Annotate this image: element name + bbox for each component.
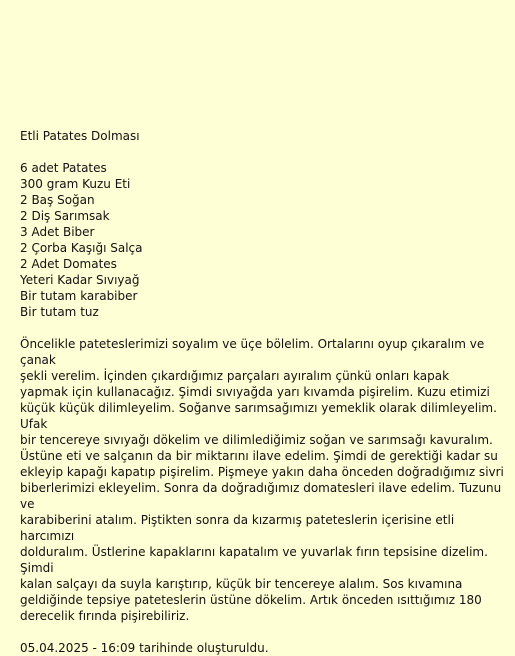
instruction-line: yapmak için kullanacağız. Şimdi sıvıyağda yarı kıvamda pişirelim. Kuzu etimizi [20,385,490,399]
instruction-line: geldiğinde tepsiye pateteslerin üstüne dökelim. Artık önceden ısıttığımız 180 [20,593,482,607]
ingredient-item: Yeteri Kadar Sıvıyağ [20,273,140,287]
instruction-line: karabiberini atalım. Piştikten sonra da kızarmış pateteslerin içerisine etli harcımızı [20,513,455,543]
instruction-line: şekli verelim. İçinden çıkardığımız parçaları ayıralım çünkü onları kapak [20,369,450,383]
ingredient-item: 2 Diş Sarımsak [20,209,110,223]
created-timestamp: 05.04.2025 - 16:09 tarihinde oluşturuldu. [20,641,269,655]
ingredient-item: 300 gram Kuzu Eti [20,177,131,191]
ingredient-item: 3 Adet Biber [20,225,95,239]
instruction-line: Üstüne eti ve salçanın da bir miktarını ilave edelim. Şimdi de gerektiği kadar su [20,449,498,463]
instruction-line: biberlerimizi ekleyelim. Sonra da doğradığımız domatesleri ilave edelim. Tuzunu ve [20,481,502,511]
recipe-title: Etli Patates Dolması [20,129,140,143]
ingredient-item: Bir tutam karabiber [20,289,138,303]
instruction-line: dolduralım. Üstlerine kapaklarını kapatalım ve yuvarlak fırın tepsisine dizelim. Şimdi [20,545,488,575]
instruction-line: ekleyip kapağı kapatıp pişirelim. Pişmeye yakın daha önceden doğradığımız sivri [20,465,504,479]
instruction-line: Öncelikle pateteslerimizi soyalım ve üçe bölelim. Ortalarını oyup çıkaralım ve çanak [20,337,485,367]
ingredient-item: 2 Çorba Kaşığı Salça [20,241,143,255]
recipe-document [20,128,505,656]
ingredient-item: 6 adet Patates [20,161,107,175]
instruction-line: küçük küçük dilimleyelim. Soğanve sarımsağımızı yemeklik olarak dilimleyelim. Ufak [20,401,497,431]
ingredient-item: Bir tutam tuz [20,305,99,319]
ingredient-item: 2 Baş Soğan [20,193,95,207]
instruction-line: kalan salçayı da suyla karıştırıp, küçük bir tencereye alalım. Sos kıvamına [20,577,463,591]
ingredient-item: 2 Adet Domates [20,257,117,271]
instruction-line: derecelik fırında pişirebiliriz. [20,609,190,623]
instruction-line: bir tencereye sıvıyağı dökelim ve dilimlediğimiz soğan ve sarımsağı kavuralım. [20,433,493,447]
ingredients-list [20,160,505,320]
